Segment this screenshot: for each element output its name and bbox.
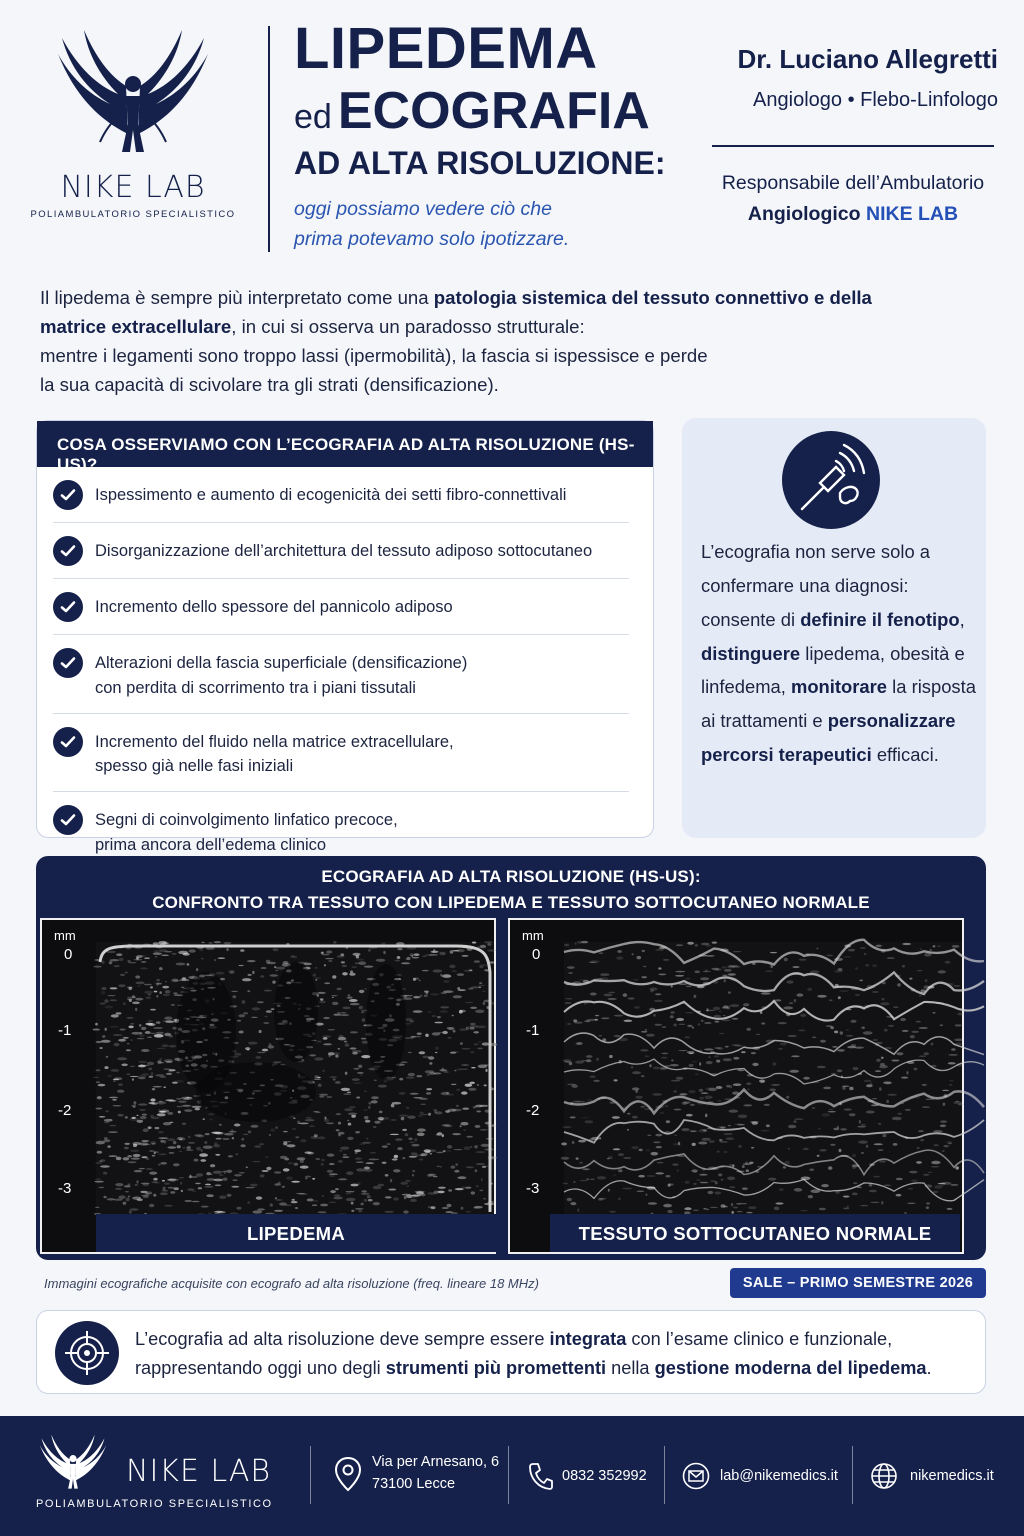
footer bbox=[0, 1416, 1024, 1536]
label-lipedema: LIPEDEMA bbox=[96, 1214, 496, 1252]
depth-tick: -2 bbox=[526, 1102, 540, 1119]
label-normal-tissue: TESSUTO SOTTOCUTANEO NORMALE bbox=[550, 1214, 960, 1252]
brand-name: NIKE LAB bbox=[60, 170, 206, 205]
depth-tick: -1 bbox=[526, 1022, 540, 1039]
depth-tick: 0 bbox=[64, 946, 73, 963]
ultrasound-title: ECOGRAFIA AD ALTA RISOLUZIONE (HS-US): CONFRONTO TRA TESSUTO CON LIPEDEMA E TESSUTO SOTTOCUTANEO NORMALE bbox=[152, 867, 870, 912]
conclusion-card bbox=[36, 1310, 986, 1394]
brand-subtitle: POLIAMBULATORIO SPECIALISTICO bbox=[30, 209, 236, 220]
doctor-name: Dr. Luciano Allegretti bbox=[737, 44, 998, 74]
footer-brand-subtitle: POLIAMBULATORIO SPECIALISTICO bbox=[36, 1498, 273, 1510]
doctor-role: Angiologo • Flebo-Linfologo bbox=[753, 89, 998, 111]
image-caption: Immagini ecografiche acquisite con ecografo ad alta risoluzione (freq. lineare 18 MHz) bbox=[44, 1276, 539, 1291]
brand-logo bbox=[22, 24, 244, 220]
depth-tick: -3 bbox=[526, 1180, 540, 1197]
depth-unit-label: mm bbox=[54, 928, 76, 943]
footer-divider bbox=[852, 1446, 853, 1504]
conclusion-text: L’ecografia ad alta risoluzione deve sempre essere integrata con l’esame clinico e funzionale, rappresentando oggi uno degli strumenti più promettenti nella gestione moderna del lipedema. bbox=[135, 1329, 932, 1379]
checkmark-icon bbox=[53, 592, 83, 622]
observation-item: Alterazioni della fascia superficiale (densificazione) con perdita di scorrimento tra i piani tissutali bbox=[53, 635, 629, 714]
depth-unit-label: mm bbox=[522, 928, 544, 943]
tagline: oggi possiamo vedere ciò che prima potevamo solo ipotizzare. bbox=[294, 197, 570, 250]
checkmark-icon bbox=[53, 536, 83, 566]
checkmark-icon bbox=[53, 805, 83, 835]
title-block bbox=[294, 16, 684, 254]
ultrasound-image-normal bbox=[508, 918, 964, 1254]
observation-item: Incremento dello spessore del pannicolo adiposo bbox=[53, 579, 629, 635]
footer-divider bbox=[310, 1446, 311, 1504]
footer-divider bbox=[508, 1446, 509, 1504]
title-line-2: ed ECOGRAFIA bbox=[294, 82, 650, 140]
observations-list bbox=[37, 467, 653, 870]
ultrasound-texture-lipedema bbox=[96, 942, 494, 1220]
title-line-3: AD ALTA RISOLUZIONE: bbox=[294, 144, 666, 181]
ultrasound-texture-normal bbox=[564, 942, 962, 1220]
doctor-responsibility: Responsabile dell’Ambulatorio Angiologico NIKE LAB bbox=[721, 172, 985, 226]
title-line-1: LIPEDEMA bbox=[294, 16, 598, 81]
footer-brand-name: NIKE LAB bbox=[126, 1454, 272, 1489]
doctor-divider bbox=[712, 145, 994, 147]
observations-card bbox=[36, 420, 654, 854]
checkmark-icon bbox=[53, 480, 83, 510]
location-pin-icon bbox=[334, 1456, 362, 1492]
edition-badge: SALE – PRIMO SEMESTRE 2026 bbox=[730, 1268, 986, 1298]
ultrasound-probe-icon bbox=[782, 431, 880, 529]
email-icon bbox=[682, 1462, 710, 1490]
footer-phone[interactable]: 0832 352992 bbox=[562, 1468, 647, 1484]
target-icon bbox=[55, 1321, 119, 1385]
checkmark-icon bbox=[53, 648, 83, 678]
doctor-block bbox=[708, 44, 998, 112]
winged-figure-logo-icon bbox=[34, 1432, 112, 1494]
footer-divider bbox=[664, 1446, 665, 1504]
depth-tick: 0 bbox=[532, 946, 541, 963]
intro-paragraph: Il lipedema è sempre più interpretato come una patologia sistemica del tessuto connettivo e della matrice extracellulare, in cui si osserva un paradosso strutturale: mentre i legamenti sono troppo lassi (ipermobilità), la fascia si ispessisce e perde la sua capacità di scivolare tra gli strati (densificazione). bbox=[40, 287, 872, 395]
footer-website[interactable]: nikemedics.it bbox=[910, 1468, 994, 1484]
observation-item: Disorganizzazione dell’architettura del tessuto adiposo sottocutaneo bbox=[53, 523, 629, 579]
footer-address: Via per Arnesano, 6 73100 Lecce bbox=[372, 1454, 500, 1492]
ultrasound-image-lipedema bbox=[40, 918, 496, 1254]
observations-title: COSA OSSERVIAMO CON L’ECOGRAFIA AD ALTA RISOLUZIONE (HS-US)? bbox=[37, 421, 653, 467]
footer-email[interactable]: lab@nikemedics.it bbox=[720, 1468, 838, 1484]
info-card bbox=[682, 418, 986, 838]
header-divider bbox=[268, 26, 270, 252]
observation-item: Segni di coinvolgimento linfatico precoce, prima ancora dell’edema clinico bbox=[53, 792, 629, 870]
phone-icon bbox=[528, 1462, 552, 1490]
ultrasound-panel bbox=[36, 856, 986, 1260]
globe-icon bbox=[870, 1462, 898, 1490]
checkmark-icon bbox=[53, 727, 83, 757]
info-text: L’ecografia non serve solo a confermare una diagnosi: consente di definire il fenotipo, distinguere lipedema, obesità e linfedema, monitorare la risposta ai trattamenti e personalizzare percorsi terapeutici efficaci. bbox=[701, 541, 976, 766]
winged-figure-logo-icon bbox=[48, 24, 218, 164]
depth-tick: -3 bbox=[58, 1180, 72, 1197]
depth-tick: -1 bbox=[58, 1022, 72, 1039]
observation-item: Incremento del fluido nella matrice extracellulare, spesso già nelle fasi iniziali bbox=[53, 714, 629, 793]
observation-item: Ispessimento e aumento di ecogenicità dei setti fibro-connettivali bbox=[53, 467, 629, 523]
depth-tick: -2 bbox=[58, 1102, 72, 1119]
